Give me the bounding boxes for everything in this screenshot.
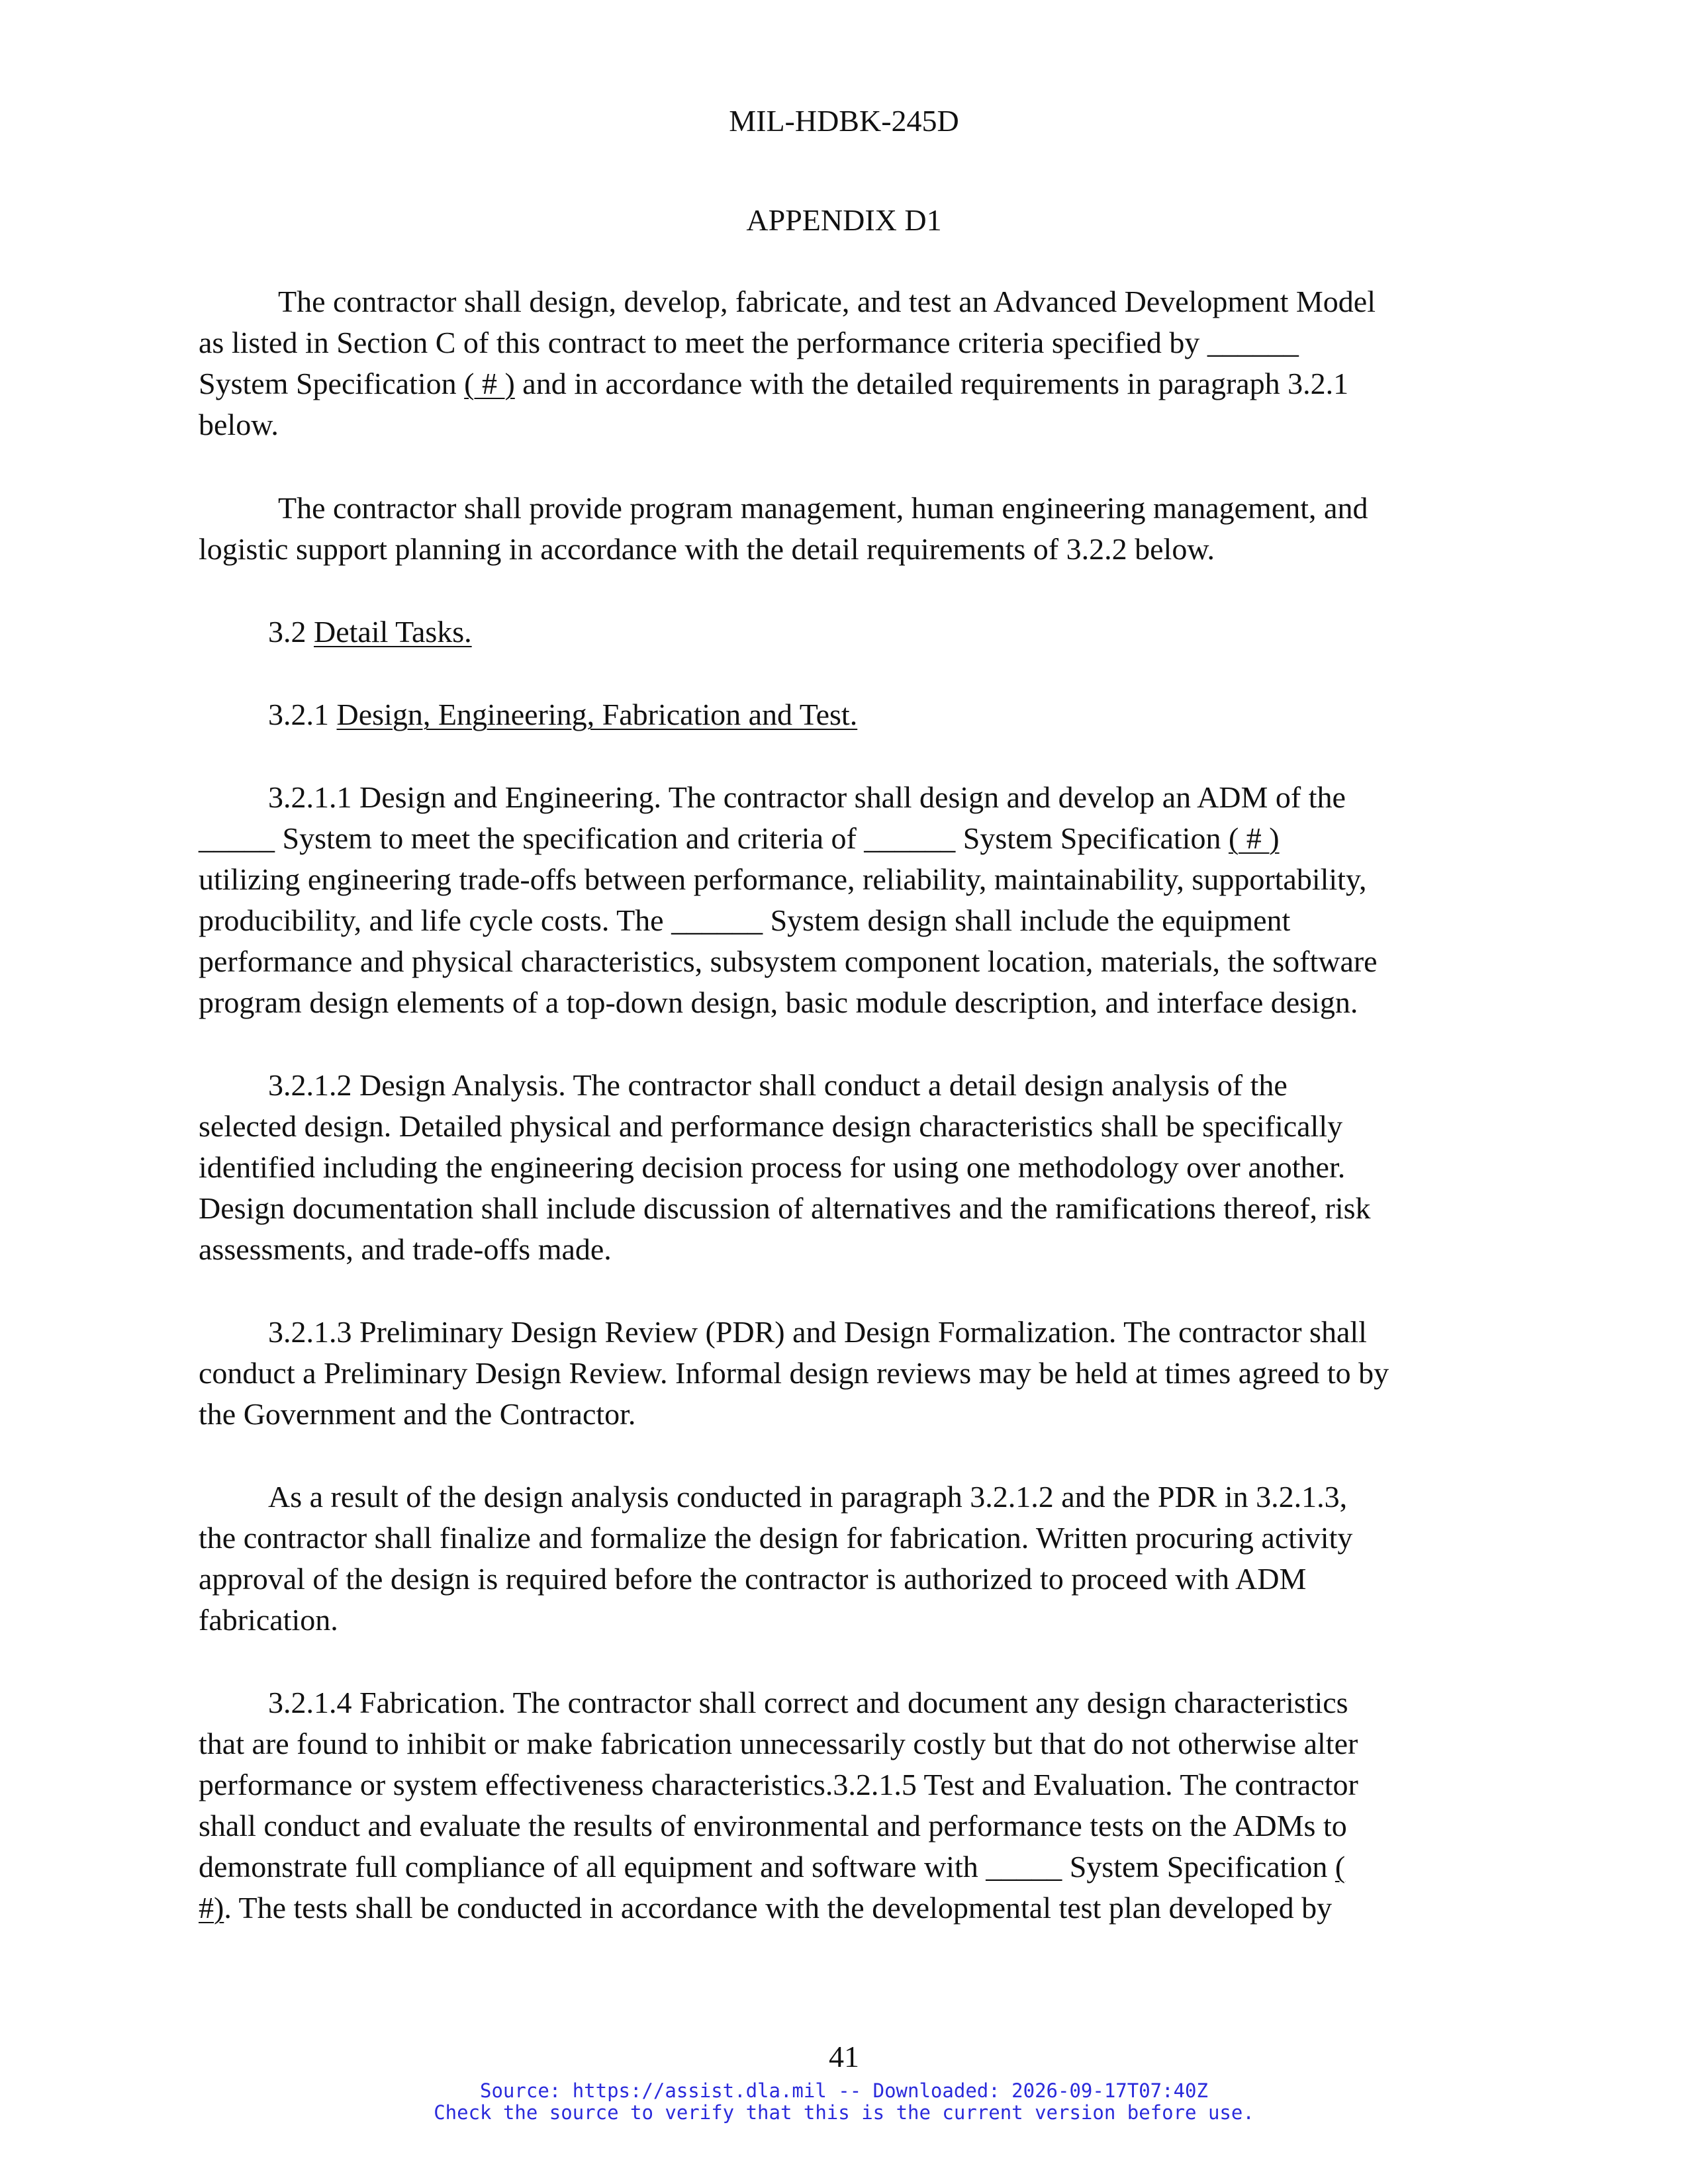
- spec-number-placeholder: #): [199, 1891, 224, 1925]
- paragraph-line: logistic support planning in accordance with the detail requirements of 3.2.2 below.: [199, 532, 1215, 566]
- paragraph-line: that are found to inhibit or make fabrication unnecessarily costly but that do not otherwise alter: [199, 1727, 1358, 1760]
- paragraph-line: [199, 818, 1496, 859]
- paragraph-line: producibility, and life cycle costs. The ______ System design shall include the equipment: [199, 903, 1291, 937]
- paragraph-line: below.: [199, 408, 279, 441]
- paragraph-line: conduct a Preliminary Design Review. Informal design reviews may be held at times agreed to by: [199, 1356, 1389, 1390]
- spec-number-placeholder: ( # ): [1228, 821, 1280, 855]
- page-number: 41: [829, 2040, 859, 2073]
- text-run: _____ System to meet the specification and criteria of ______ System Specification: [199, 821, 1229, 855]
- paragraph-line: [199, 1888, 1496, 1929]
- paragraph-line: performance or system effectiveness characteristics.3.2.1.5 Test and Evaluation. The contractor: [199, 1768, 1358, 1801]
- paragraph-line: [199, 1846, 1496, 1888]
- paragraph-line: As a result of the design analysis conducted in paragraph 3.2.1.2 and the PDR in 3.2.1.3,: [268, 1480, 1348, 1514]
- paragraph-line: 3.2.1.4 Fabrication. The contractor shall correct and document any design characteristics: [268, 1686, 1348, 1719]
- paragraph-line: 3.2.1.2 Design Analysis. The contractor shall conduct a detail design analysis of the: [268, 1068, 1288, 1102]
- paragraph-line: as listed in Section C of this contract to meet the performance criteria specified by ______: [199, 326, 1299, 359]
- source-footer-note: Check the source to verify that this is the current version before use.: [434, 2101, 1254, 2124]
- paragraph-line: identified including the engineering decision process for using one methodology over another.: [199, 1150, 1346, 1184]
- document-id: MIL-HDBK-245D: [729, 104, 959, 138]
- paragraph-line: the Government and the Contractor.: [199, 1397, 636, 1431]
- source-footer-link[interactable]: Source: https://assist.dla.mil -- Downloaded: 2026-09-17T07:40Z: [480, 2079, 1208, 2102]
- paragraph-line: approval of the design is required before the contractor is authorized to proceed with ADM: [199, 1562, 1307, 1596]
- paragraph-line: selected design. Detailed physical and performance design characteristics shall be specifically: [199, 1109, 1343, 1143]
- paragraph-line: 3.2.1.1 Design and Engineering. The contractor shall design and develop an ADM of the: [268, 780, 1346, 814]
- section-title: Detail Tasks.: [314, 615, 472, 649]
- paragraph-line: assessments, and trade-offs made.: [199, 1232, 612, 1266]
- paragraph-line: 3.2.1.3 Preliminary Design Review (PDR) and Design Formalization. The contractor shall: [268, 1315, 1367, 1349]
- section-heading-3-2-1: [268, 694, 1566, 735]
- paragraph-line: fabrication.: [199, 1603, 338, 1637]
- spec-number-placeholder: ( # ): [464, 367, 515, 400]
- section-number: 3.2.1: [268, 698, 337, 731]
- paragraph-line: performance and physical characteristics, subsystem component location, materials, the software: [199, 944, 1378, 978]
- paragraph-line: shall conduct and evaluate the results of environmental and performance tests on the ADMs to: [199, 1809, 1347, 1843]
- paragraph-line: The contractor shall design, develop, fabricate, and test an Advanced Development Model: [278, 285, 1376, 318]
- appendix-title: APPENDIX D1: [746, 203, 942, 237]
- paragraph-line: utilizing engineering trade-offs between performance, reliability, maintainability, supportability,: [199, 862, 1367, 896]
- text-run: demonstrate full compliance of all equipment and software with _____ System Specification: [199, 1850, 1335, 1884]
- section-number: 3.2: [268, 615, 314, 649]
- paragraph-line: program design elements of a top-down design, basic module description, and interface design.: [199, 985, 1358, 1019]
- text-run: and in accordance with the detailed requirements in paragraph 3.2.1: [514, 367, 1349, 400]
- paragraph-line: the contractor shall finalize and formalize the design for fabrication. Written procuring activity: [199, 1521, 1353, 1555]
- text-run: . The tests shall be conducted in accordance with the developmental test plan developed by: [224, 1891, 1333, 1925]
- section-title: Design, Engineering, Fabrication and Test.: [336, 698, 858, 731]
- paragraph-line: [199, 363, 1496, 404]
- spec-number-placeholder: (: [1335, 1850, 1346, 1884]
- text-run: System Specification: [199, 367, 465, 400]
- paragraph-line: The contractor shall provide program management, human engineering management, and: [278, 491, 1368, 525]
- paragraph-line: Design documentation shall include discussion of alternatives and the ramifications thereof, risk: [199, 1191, 1371, 1225]
- section-heading-3-2: [268, 612, 1566, 653]
